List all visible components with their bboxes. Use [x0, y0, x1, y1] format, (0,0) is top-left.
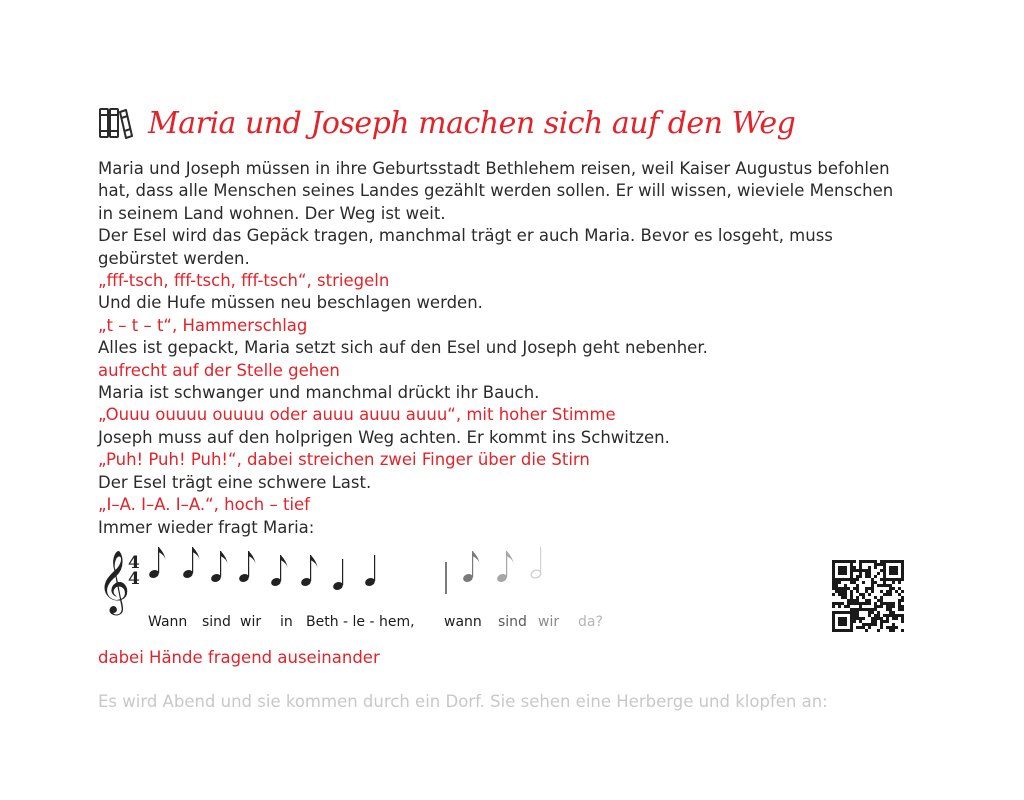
continuation-text: Es wird Abend und sie kommen durch ein Dorf. Sie sehen eine Herberge und klopfen an:	[98, 692, 828, 711]
lyrics	[148, 614, 603, 630]
action-instruction: aufrecht auf der Stelle gehen	[98, 360, 340, 380]
sound-instruction: „fff-tsch, fff-tsch, fff-tsch“, striegeln	[98, 271, 390, 291]
lyric-syllable: Beth - le - hem,	[306, 614, 415, 630]
treble-clef-icon: 𝄞	[98, 550, 130, 613]
title-row	[98, 100, 795, 146]
note	[270, 555, 288, 587]
page-title: Maria und Joseph machen sich auf den Weg	[148, 105, 796, 141]
gesture-instruction: dabei Hände fragend auseinander	[98, 648, 380, 667]
note	[300, 555, 318, 587]
sound-instruction: „Puh! Puh! Puh!“, dabei streichen zwei Finger über die Stirn	[98, 450, 590, 470]
story-text	[98, 158, 898, 539]
story-paragraph: Joseph muss auf den holprigen Weg achten. Er kommt ins Schwitzen.	[98, 427, 670, 447]
note-flag	[159, 547, 166, 560]
lyric-syllable: sind	[202, 614, 231, 630]
sound-instruction: „I–A. I–A. I–A.“, hoch – tief	[98, 495, 310, 515]
story-paragraph: Der Esel wird das Gepäck tragen, manchmal trägt er auch Maria. Bevor es losgeht, muss gebürstet werden.	[98, 226, 833, 268]
time-signature-bottom: 4	[128, 569, 140, 589]
note	[530, 547, 542, 579]
lyric-syllable: in	[280, 614, 293, 630]
lyric-syllable: wir	[240, 614, 262, 630]
music-staff	[98, 540, 678, 636]
note	[182, 547, 200, 579]
lyric-syllable: wann	[444, 614, 482, 630]
note	[332, 559, 344, 591]
sound-instruction: „t – t – t“, Hammerschlag	[98, 315, 308, 335]
note-flag	[193, 547, 200, 560]
time-signature-top: 4	[128, 553, 140, 573]
story-paragraph: Und die Hufe müssen neu beschlagen werden.	[98, 293, 483, 313]
staff-lines	[98, 562, 668, 594]
notes	[148, 547, 542, 591]
story-paragraph: Maria und Joseph müssen in ihre Geburtsstadt Bethlehem reisen, weil Kaiser Augustus befohlen hat, dass alle Menschen seines Landes gezählt werden sollen. Er will wissen, wieviele Menschen in seinem Land wohnen. Der Weg ist weit.	[98, 159, 894, 223]
lyric-syllable: da?	[578, 614, 603, 630]
story-paragraph: Der Esel trägt eine schwere Last.	[98, 472, 372, 492]
sheet-music	[98, 540, 678, 636]
lyric-syllable: Wann	[148, 614, 188, 630]
story-paragraph: Immer wieder fragt Maria:	[98, 517, 315, 537]
books-icon	[98, 105, 134, 141]
sound-instruction: „Ouuu ouuuu ouuuu oder auuu auuu auuu“, mit hoher Stimme	[98, 405, 616, 425]
qr-code-icon[interactable]	[832, 560, 904, 632]
lyric-syllable: wir	[538, 614, 560, 630]
story-paragraph: Alles ist gepackt, Maria setzt sich auf den Esel und Joseph geht nebenher.	[98, 338, 708, 358]
story-paragraph: Maria ist schwanger und manchmal drückt ihr Bauch.	[98, 383, 540, 403]
note	[148, 547, 166, 579]
lyric-syllable: sind	[498, 614, 527, 630]
note	[364, 555, 376, 587]
